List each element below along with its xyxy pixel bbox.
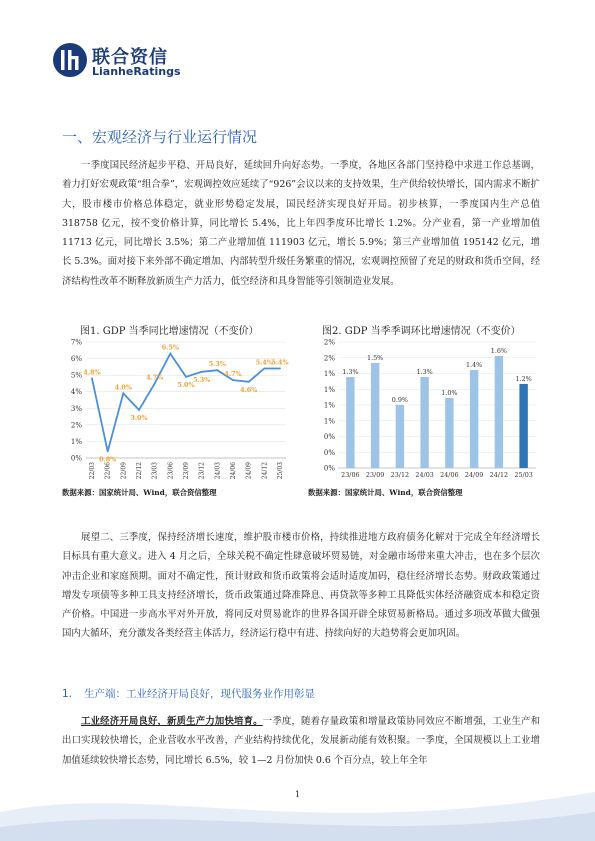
data-point (248, 381, 250, 383)
gdp-yoy-line-chart (60, 334, 292, 484)
x-tick-label: 23/09 (365, 471, 385, 479)
data-point (107, 450, 109, 452)
x-tick-label: 24/03 (214, 462, 222, 480)
bar-24-12 (495, 356, 503, 468)
bar-24-06 (445, 398, 453, 468)
y-tick-label: 0% (323, 433, 335, 441)
data-point (154, 383, 156, 385)
data-label: 0.8% (99, 455, 117, 464)
y-tick-label: 2% (70, 421, 82, 430)
x-tick-label: 24/12 (489, 471, 509, 479)
page-number: 1 (294, 790, 301, 799)
gdp-qoq-bar-chart (308, 334, 542, 484)
y-tick-label: 5% (70, 371, 82, 380)
y-tick-label: 2% (323, 338, 335, 347)
x-tick-label: 22/09 (120, 462, 128, 480)
data-label: 1.3% (342, 368, 359, 376)
paragraph-lead-bold: 工业经济开局良好，新质生产力加快培育。 (81, 716, 263, 727)
y-tick-label: 0% (70, 454, 82, 463)
bar-25-03 (519, 384, 527, 468)
paragraph-industry (62, 712, 540, 770)
data-label: 4.8% (83, 368, 101, 377)
data-label: 4.6% (240, 385, 258, 394)
figure2-title: 图2. GDP 当季季调环比增速情况（不变价） (322, 326, 521, 337)
y-tick-label: 0% (323, 464, 335, 473)
data-label: 4.7% (146, 373, 164, 382)
y-tick-label: 2% (323, 354, 335, 363)
logo-text-cn: 联合资信 (92, 47, 168, 68)
x-tick-label: 25/03 (514, 471, 533, 479)
footer-wave-decoration (0, 772, 595, 841)
section-title: 一、宏观经济与行业运行情况 (62, 128, 258, 146)
y-tick-label: 4% (70, 388, 82, 397)
data-label: 1.0% (441, 389, 458, 397)
subsection-text: 生产端：工业经济开局良好，现代服务业作用彰显 (84, 688, 316, 700)
data-label: 5.4% (271, 358, 289, 367)
paragraph-industry-body: 一季度，随着存量政策和增量政策协同效应不断增强，工业生产和出口实现较快增长，企业营收水平改善，产业结构持续优化，发展新动能有效积聚。一季度，全国规模以上工业增加值延续较快增长态势，同比增长 6.5%，较 1—2 月份加快 0.6 个百分点，较上年全年 (62, 716, 540, 766)
y-tick-label: 1% (323, 370, 335, 378)
x-tick-label: 24/03 (415, 471, 434, 479)
x-tick-label: 24/09 (245, 462, 253, 480)
x-tick-label: 23/06 (167, 462, 175, 480)
y-tick-label: 0% (323, 448, 335, 457)
x-tick-label: 22/12 (136, 462, 143, 480)
data-point (232, 379, 234, 381)
x-tick-label: 25/03 (277, 462, 284, 480)
x-tick-label: 23/12 (390, 471, 410, 479)
data-point (216, 369, 218, 371)
data-point (279, 368, 281, 370)
figure1-source: 数据来源：国家统计局、Wind，联合资信整理 (62, 488, 217, 497)
data-point (185, 376, 187, 378)
data-point (122, 392, 124, 394)
data-label: 5.3% (208, 360, 226, 369)
data-label: 1.4% (466, 361, 483, 369)
company-logo (52, 42, 192, 82)
figure2-source: 数据来源：国家统计局、Wind，联合资信整理 (308, 488, 463, 497)
data-label: 4.0% (114, 383, 132, 392)
data-label: 1.5% (367, 354, 384, 362)
data-point (91, 378, 93, 380)
logo-text-en: LianheRatings (92, 65, 181, 78)
data-point (138, 409, 140, 411)
subsection-number: 1. (62, 688, 73, 700)
lianhe-logo-icon (52, 42, 88, 78)
x-tick-label: 24/12 (261, 462, 269, 480)
x-tick-label: 23/09 (183, 462, 190, 480)
data-label: 1.3% (416, 368, 433, 376)
data-label: 1.6% (490, 347, 507, 355)
data-point (169, 353, 171, 355)
data-label: 5.4% (255, 358, 273, 367)
y-tick-label: 3% (70, 404, 82, 413)
data-label: 3.0% (130, 413, 148, 422)
x-tick-label: 24/06 (230, 462, 237, 480)
y-tick-label: 1% (323, 417, 335, 426)
x-tick-label: 22/06 (104, 462, 112, 480)
data-label: 5.0% (177, 380, 195, 389)
data-label: 0.9% (391, 396, 408, 404)
data-label: 5.3% (193, 375, 211, 384)
paragraph-outlook: 展望二、三季度，保持经济增长速度，维护股市楼市价格，持续推进地方政府债务化解对于完成全年经济增长目标具有重大意义。进入 4 月之后，全球关税不确定性肆意破坏贸易链，对金融市场带来重大冲击，也在多个层次冲击企业和家庭预期。面对不确定性，预计财政和货币政策将会适时适度加码，稳住经济增长态势。财政政策通过增发专项债等多种工具支持经济增长，货币政策通过降准降息、再贷款等多种工具降低实体经济融资成本和稳定资产价格。中国进一步高水平对外开放，将同反对贸易讹诈的世界各国开辟全球贸易新格局。通过多项改革做大做强国内大循环，充分激发各类经营主体活力，经济运行稳中有进、持续向好的大趋势将会更加巩固。 (62, 532, 540, 640)
y-tick-label: 6% (70, 355, 82, 364)
data-label: 6.5% (161, 343, 179, 352)
bar-23-09 (371, 363, 379, 468)
y-tick-label: 1% (323, 401, 335, 410)
x-tick-label: 24/09 (464, 471, 484, 479)
x-tick-label: 22/03 (89, 462, 96, 480)
data-label: 1.2% (515, 375, 532, 383)
x-tick-label: 24/06 (440, 471, 459, 479)
data-point (201, 371, 203, 373)
bar-23-06 (346, 377, 354, 468)
y-tick-label: 7% (70, 338, 82, 347)
y-tick-label: 1% (70, 437, 82, 446)
bar-23-12 (396, 405, 404, 468)
x-tick-label: 23/06 (341, 471, 360, 479)
x-tick-label: 23/03 (151, 462, 159, 480)
y-tick-label: 1% (323, 385, 335, 394)
data-label: 4.7% (224, 370, 242, 379)
subsection-title (62, 686, 315, 701)
bar-24-03 (420, 377, 428, 468)
paragraph-macro-overview: 一季度国民经济起步平稳、开局良好，延续回升向好态势。一季度，各地区各部门坚持稳中求进工作总基调，着力打好宏观政策“组合拳”，宏观调控效应延续了“926”会议以来的支持效果，生产供给较快增长，国内需求不断扩大，股市楼市价格总体稳定，就业形势稳定发展，国民经济实现良好开局。初步核算，一季度国内生产总值 318758 亿元，按不变价格计算，同比增长 5.4%，比上年四季度环比增长 1.2%。分产业看，第一产业增加值 11713 亿元，同比增长 3.5%；第二产业增加值 111903 亿元，增长 5.9%；第三产业增加值 195142 亿元，增长 5.3%。面对接下来外部不确定增加、内部转型升级任务繁重的情况，宏观调控预留了充足的财政和货币空间，经济结构性改革不断释放新质生产力活力，低空经济和具身智能等引领制造业发展。 (62, 160, 540, 287)
bar-24-09 (470, 370, 478, 468)
figure1-title: 图1. GDP 当季同比增速情况（不变价） (80, 326, 259, 337)
series-line-gdp-yoy (92, 354, 280, 452)
x-tick-label: 23/12 (198, 462, 206, 480)
data-point (263, 368, 265, 370)
